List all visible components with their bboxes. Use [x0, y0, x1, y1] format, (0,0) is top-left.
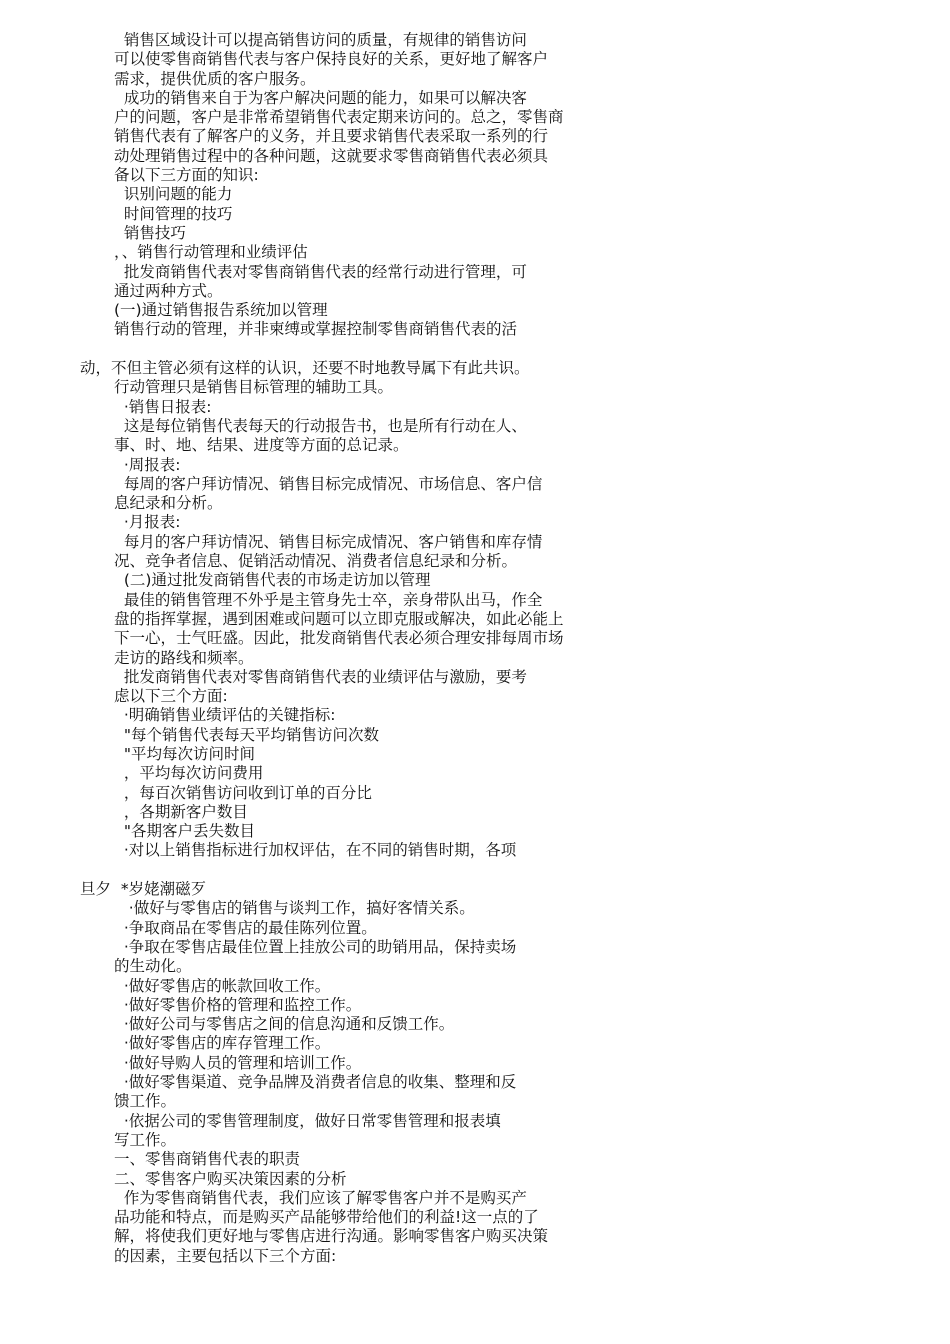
- text-line: 动处理销售过程中的各种问题，这就要求零售商销售代表必须具: [114, 146, 549, 165]
- list-item: ·做好与零售店的销售与谈判工作，搞好客情关系。: [114, 899, 475, 918]
- section-heading: (一)通过销售报告系统加以管理: [114, 301, 328, 320]
- blank-line: [0, 861, 950, 880]
- list-item: ·做好零售渠道、竞争品牌及消费者信息的收集、整理和反: [114, 1073, 517, 1092]
- list-item: ·做好零售价格的管理和监控工作。: [114, 995, 362, 1014]
- list-item: 识别问题的能力: [114, 185, 233, 204]
- document-body: [0, 31, 950, 1266]
- list-item: ，每百次销售访问收到订单的百分比: [114, 783, 372, 802]
- text-line: 品功能和特点，而是购买产品能够带给他们的利益!这一点的了: [114, 1208, 539, 1227]
- text-line: 每周的客户拜访情况、销售目标完成情况、市场信息、客户信: [114, 474, 543, 493]
- text-line: 批发商销售代表对零售商销售代表的业绩评估与激励，要考: [114, 667, 527, 686]
- text-line: 户的问题，客户是非常希望销售代表定期来访问的。总之，零售商: [114, 108, 564, 127]
- list-item: ·争取商品在零售店的最佳陈列位置。: [114, 918, 377, 937]
- section-heading: ，、销售行动管理和业绩评估: [114, 243, 308, 262]
- text-line: 解，将使我们更好地与零售店进行沟通。影响零售客户购买决策: [114, 1227, 549, 1246]
- text-line: 需求，提供优质的客户服务。: [114, 69, 316, 88]
- section-heading: (二)通过批发商销售代表的市场走访加以管理: [114, 571, 431, 590]
- list-item: ·明确销售业绩评估的关键指标:: [114, 706, 336, 725]
- list-item: "每个销售代表每天平均销售访问次数: [114, 725, 379, 744]
- list-item: ·月报表:: [114, 513, 181, 532]
- list-item: "各期客户丢失数目: [114, 822, 255, 841]
- text-line: 每月的客户拜访情况、销售目标完成情况、客户销售和库存情: [114, 532, 543, 551]
- text-line: 批发商销售代表对零售商销售代表的经常行动进行管理，可: [114, 262, 527, 281]
- list-item: ·做好零售店的库存管理工作。: [114, 1034, 331, 1053]
- list-item: ·做好零售店的帐款回收工作。: [114, 976, 331, 995]
- text-line: 销售区域设计可以提高销售访问的质量，有规律的销售访问: [114, 31, 527, 49]
- blank-line: [0, 340, 950, 359]
- text-line: 行动管理只是销售目标管理的辅助工具。: [114, 378, 394, 397]
- text-line: 销售行动的管理，并非柬缚或掌握控制零售商销售代表的活: [114, 320, 518, 339]
- text-line: 这是每位销售代表每天的行动报告书，也是所有行动在人、: [114, 416, 527, 435]
- section-heading: 一、零售商销售代表的职责: [114, 1150, 301, 1169]
- text-line: 况、竞争者信息、促销活动情况、消费者信息纪录和分析。: [114, 552, 518, 571]
- text-line: 事、时、地、结果、进度等方面的总记录。: [114, 436, 409, 455]
- text-line: 馈工作。: [114, 1092, 177, 1111]
- text-line: 的因素，主要包括以下三个方面:: [114, 1246, 337, 1265]
- text-line: 息纪录和分析。: [114, 494, 223, 513]
- list-item: ·销售日报表:: [114, 397, 212, 416]
- list-item: 销售技巧: [114, 223, 186, 242]
- section-heading: 二、零售客户购买决策因素的分析: [114, 1169, 347, 1188]
- text-line: 备以下三方面的知识:: [114, 166, 259, 185]
- list-item: ·周报表:: [114, 455, 181, 474]
- list-item: ·争取在零售店最佳位置上挂放公司的助销用品，保持卖场: [114, 937, 517, 956]
- text-line: 销售代表有了解客户的义务，并且要求销售代表采取一系列的行: [114, 127, 549, 146]
- list-item: ，各期新客户数目: [114, 802, 248, 821]
- list-item: "平均每次访问时间: [114, 744, 255, 763]
- list-item: ·做好导购人员的管理和培训工作。: [114, 1053, 362, 1072]
- text-line: 的生动化。: [114, 957, 192, 976]
- garbled-heading: 旦夕 *岁姥潮磁歹: [80, 880, 207, 899]
- text-line: 作为零售商销售代表，我们应该了解零售客户并不是购买产: [114, 1188, 527, 1207]
- list-item: 时间管理的技巧: [114, 204, 233, 223]
- list-item: ·做好公司与零售店之间的信息沟通和反馈工作。: [114, 1015, 455, 1034]
- text-line: 走访的路线和频率。: [114, 648, 254, 667]
- text-line: 动，不但主管必须有这样的认识，还要不时地教导属下有此共识。: [80, 359, 530, 378]
- list-item: ，平均每次访问费用: [114, 764, 264, 783]
- text-line: 虑以下三个方面:: [114, 687, 228, 706]
- text-line: 下一心，士气旺盛。因此，批发商销售代表必须合理安排每周市场: [114, 629, 564, 648]
- text-line: 通过两种方式。: [114, 281, 223, 300]
- text-line: 可以使零售商销售代表与客户保持良好的关系，更好地了解客户: [114, 50, 549, 69]
- text-line: 最佳的销售管理不外乎是主管身先士卒，亲身带队出马，作全: [114, 590, 543, 609]
- list-item: ·依据公司的零售管理制度，做好日常零售管理和报表填: [114, 1111, 501, 1130]
- text-line: 写工作。: [114, 1130, 177, 1149]
- text-line: 盘的指挥掌握，遇到困难或问题可以立即克服或解决，如此必能上: [114, 609, 564, 628]
- list-item: ·对以上销售指标进行加权评估，在不同的销售时期，各项: [114, 841, 517, 860]
- text-line: 成功的销售来自于为客户解决问题的能力，如果可以解决客: [114, 88, 527, 107]
